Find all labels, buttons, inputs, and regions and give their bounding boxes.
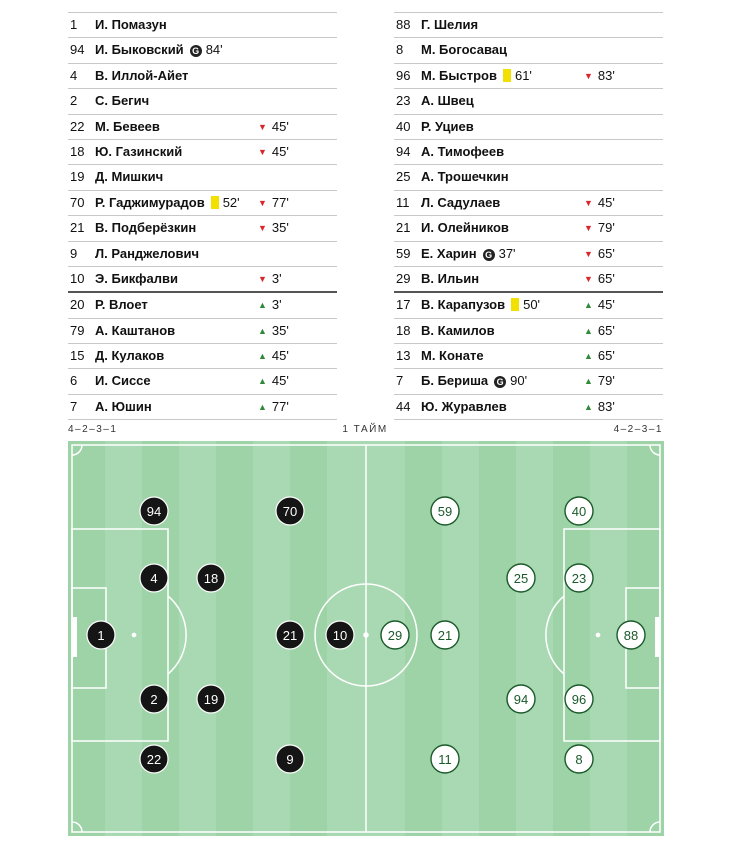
- marker-number: 19: [203, 692, 219, 707]
- goal-minute: 90': [510, 373, 528, 389]
- roster-row: [68, 38, 337, 63]
- substitution: [258, 216, 289, 240]
- home-roster: [68, 12, 337, 420]
- home-player-marker: [276, 745, 304, 773]
- player-number: 10: [70, 270, 85, 286]
- player-number: 70: [70, 194, 85, 210]
- roster-row: [394, 64, 663, 89]
- player-name: Ю. Журавлев: [421, 398, 507, 414]
- home-player-marker: [140, 745, 168, 773]
- sub-minute: 45': [271, 348, 289, 364]
- player-number: 8: [396, 42, 404, 58]
- away-player-marker: [565, 745, 593, 773]
- marker-number: 94: [513, 692, 529, 707]
- roster-row: [68, 165, 337, 190]
- goal-minute: 84': [205, 42, 223, 58]
- player-name: Р. Влоет: [95, 297, 148, 313]
- roster-row: [68, 64, 337, 89]
- roster-row: [68, 89, 337, 114]
- yellow-card-icon: [211, 196, 219, 209]
- yellow-card-icon: [511, 298, 519, 311]
- sub-out-icon: ▼: [584, 70, 593, 81]
- player-name: Э. Бикфалви: [95, 270, 178, 286]
- marker-number: 25: [513, 571, 529, 586]
- player-name-cell: [421, 115, 474, 139]
- roster-row: [394, 191, 663, 216]
- substitution: [258, 395, 289, 419]
- goal-icon: G: [190, 45, 202, 57]
- roster-row: [68, 293, 337, 318]
- home-player-marker: [197, 564, 225, 592]
- player-name-cell: [95, 267, 178, 291]
- player-name-cell: [95, 344, 164, 368]
- goal-event: [190, 38, 223, 62]
- yellow-card-icon: [503, 69, 511, 82]
- player-name: М. Быстров: [421, 67, 497, 83]
- roster-row: [68, 115, 337, 140]
- sub-out-icon: ▼: [258, 273, 267, 284]
- marker-number: 59: [437, 504, 453, 519]
- home-player-marker: [140, 497, 168, 525]
- player-name: М. Конате: [421, 348, 484, 364]
- player-name: Р. Гаджимурадов: [95, 194, 205, 210]
- player-name-cell: [95, 242, 199, 266]
- player-number: 22: [70, 118, 85, 134]
- sub-out-icon: ▼: [584, 223, 593, 234]
- player-name: А. Трошечкин: [421, 169, 509, 185]
- player-name: Д. Кулаков: [95, 348, 165, 364]
- player-name-cell: [421, 319, 495, 343]
- roster-row: [68, 242, 337, 267]
- goal-icon: G: [483, 249, 495, 261]
- marker-number: 11: [438, 752, 452, 767]
- sub-minute: 45': [271, 143, 289, 159]
- roster-row: [394, 369, 663, 394]
- home-player-marker: [87, 621, 115, 649]
- away-player-marker: [431, 497, 459, 525]
- sub-minute: 65': [597, 270, 615, 286]
- sub-minute: 83': [597, 67, 615, 83]
- player-name-cell: [95, 293, 148, 317]
- marker-number: 2: [150, 692, 158, 707]
- roster-row: [68, 395, 337, 420]
- substitution: [258, 344, 289, 368]
- player-name: И. Олейников: [421, 220, 509, 236]
- sub-minute: 83': [597, 398, 615, 414]
- player-number: 7: [70, 398, 78, 414]
- home-player-marker: [197, 685, 225, 713]
- roster-row: [68, 140, 337, 165]
- player-name-cell: [421, 344, 484, 368]
- player-number: 4: [70, 67, 78, 83]
- marker-number: 40: [571, 504, 587, 519]
- player-name: Б. Бериша: [421, 373, 489, 389]
- player-name-cell: [421, 216, 509, 240]
- roster-row: [68, 267, 337, 293]
- substitution: [258, 369, 289, 393]
- sub-minute: 77': [271, 194, 289, 210]
- away-player-marker: [381, 621, 409, 649]
- home-player-marker: [140, 564, 168, 592]
- player-number: 94: [70, 42, 85, 58]
- roster-row: [394, 344, 663, 369]
- marker-number: 4: [150, 571, 158, 586]
- home-formation: 4–2–3–1: [68, 424, 118, 435]
- sub-minute: 45': [597, 297, 615, 313]
- sub-minute: 35': [271, 220, 289, 236]
- roster-row: [394, 395, 663, 420]
- player-name-cell: [95, 395, 152, 419]
- marker-number: 94: [146, 504, 162, 519]
- player-number: 29: [396, 270, 411, 286]
- player-name: С. Бегич: [95, 93, 150, 109]
- player-name: В. Ильин: [421, 270, 480, 286]
- player-name-cell: [421, 140, 504, 164]
- player-number: 20: [70, 297, 85, 313]
- marker-number: 1: [97, 628, 105, 643]
- sub-out-icon: ▼: [258, 146, 267, 157]
- sub-in-icon: ▲: [258, 351, 267, 362]
- player-number: 18: [396, 322, 411, 338]
- substitution: [584, 242, 615, 266]
- player-name-cell: [95, 319, 175, 343]
- player-name: Е. Харин: [421, 245, 477, 261]
- player-name: В. Иллой-Айет: [95, 67, 189, 83]
- substitution: [584, 344, 615, 368]
- player-name-cell: [95, 38, 223, 62]
- player-name: В. Карапузов: [421, 297, 506, 313]
- marker-number: 70: [282, 504, 298, 519]
- roster-row: [394, 242, 663, 267]
- roster-row: [68, 344, 337, 369]
- roster-row: [68, 319, 337, 344]
- player-name-cell: [95, 165, 163, 189]
- goal-event: [494, 369, 527, 393]
- player-name-cell: [421, 293, 540, 317]
- roster-row: [394, 293, 663, 318]
- player-number: 25: [396, 169, 411, 185]
- marker-number: 21: [282, 628, 298, 643]
- away-player-marker: [507, 685, 535, 713]
- marker-number: 88: [623, 628, 639, 643]
- player-name-cell: [421, 267, 479, 291]
- away-player-marker: [431, 621, 459, 649]
- sub-minute: 3': [271, 297, 282, 313]
- sub-minute: 65': [597, 245, 615, 261]
- player-name-cell: [421, 38, 507, 62]
- player-number: 94: [396, 143, 411, 159]
- substitution: [258, 267, 282, 291]
- sub-out-icon: ▼: [584, 197, 593, 208]
- player-name: Ю. Газинский: [95, 143, 183, 159]
- sub-out-icon: ▼: [584, 248, 593, 259]
- roster-row: [394, 267, 663, 293]
- away-player-marker: [565, 564, 593, 592]
- roster-row: [394, 216, 663, 241]
- player-name-cell: [95, 115, 160, 139]
- player-name: Д. Мишкич: [95, 169, 164, 185]
- sub-minute: 45': [597, 194, 615, 210]
- marker-number: 21: [437, 628, 453, 643]
- player-name-cell: [95, 191, 240, 215]
- player-name: Л. Садулаев: [421, 194, 501, 210]
- player-name-cell: [95, 369, 151, 393]
- sub-in-icon: ▲: [258, 376, 267, 387]
- marker-number: 8: [575, 752, 583, 767]
- goal-minute: 37': [498, 245, 516, 261]
- sub-minute: 3': [271, 270, 282, 286]
- player-name: М. Богосавац: [421, 42, 508, 58]
- sub-minute: 79': [597, 373, 615, 389]
- player-number: 9: [70, 245, 78, 261]
- player-number: 23: [396, 93, 411, 109]
- sub-out-icon: ▼: [258, 121, 267, 132]
- player-name: И. Быковский: [95, 42, 184, 58]
- player-name-cell: [421, 13, 478, 37]
- card-event: [211, 191, 240, 215]
- marker-number: 9: [286, 752, 294, 767]
- substitution: [258, 191, 289, 215]
- player-name: Р. Уциев: [421, 118, 474, 134]
- player-number: 19: [70, 169, 85, 185]
- sub-in-icon: ▲: [258, 300, 267, 311]
- player-name-cell: [421, 64, 532, 88]
- substitution: [258, 293, 282, 317]
- substitution: [584, 267, 615, 291]
- player-name-cell: [95, 140, 182, 164]
- sub-in-icon: ▲: [584, 300, 593, 311]
- player-name-cell: [95, 216, 196, 240]
- sub-in-icon: ▲: [584, 401, 593, 412]
- substitution: [584, 395, 615, 419]
- pitch: [68, 441, 664, 836]
- roster-row: [394, 12, 663, 38]
- player-number: 11: [396, 194, 410, 210]
- away-player-marker: [431, 745, 459, 773]
- sub-minute: 35': [271, 322, 289, 338]
- marker-number: 22: [146, 752, 162, 767]
- player-number: 18: [70, 143, 85, 159]
- card-event: [511, 293, 540, 317]
- player-number: 79: [70, 322, 85, 338]
- player-number: 59: [396, 245, 411, 261]
- sub-minute: 65': [597, 348, 615, 364]
- away-player-marker: [617, 621, 645, 649]
- marker-number: 18: [203, 571, 219, 586]
- sub-minute: 77': [271, 398, 289, 414]
- away-formation: 4–2–3–1: [613, 424, 663, 435]
- marker-number: 23: [571, 571, 587, 586]
- player-name: В. Камилов: [421, 322, 495, 338]
- player-number: 6: [70, 373, 78, 389]
- player-name-cell: [421, 369, 527, 393]
- player-name-cell: [421, 165, 509, 189]
- period-label: 1 ТАЙМ: [342, 424, 388, 435]
- player-name: И. Сиссе: [95, 373, 151, 389]
- player-name: М. Бевеев: [95, 118, 160, 134]
- home-player-marker: [276, 621, 304, 649]
- player-number: 7: [396, 373, 404, 389]
- substitution: [584, 216, 615, 240]
- player-name: И. Помазун: [95, 17, 167, 32]
- roster-row: [68, 369, 337, 394]
- goal-icon: G: [494, 376, 506, 388]
- substitution: [584, 293, 615, 317]
- sub-out-icon: ▼: [258, 223, 267, 234]
- sub-minute: 65': [597, 322, 615, 338]
- roster-row: [68, 12, 337, 38]
- home-player-marker: [276, 497, 304, 525]
- player-number: 2: [70, 93, 78, 109]
- player-number: 21: [396, 220, 411, 236]
- player-number: 13: [396, 348, 411, 364]
- player-name: А. Каштанов: [95, 322, 176, 338]
- roster-row: [68, 191, 337, 216]
- away-roster: [394, 12, 663, 420]
- substitution: [258, 115, 289, 139]
- player-number: 15: [70, 348, 85, 364]
- substitution: [584, 319, 615, 343]
- player-number: 40: [396, 118, 411, 134]
- home-player-marker: [140, 685, 168, 713]
- player-name-cell: [421, 191, 500, 215]
- sub-in-icon: ▲: [258, 401, 267, 412]
- player-name-cell: [421, 89, 474, 113]
- player-name-cell: [421, 242, 516, 266]
- card-minute: 61': [514, 67, 532, 83]
- sub-in-icon: ▲: [584, 325, 593, 336]
- sub-minute: 45': [271, 373, 289, 389]
- away-player-marker: [565, 685, 593, 713]
- player-name: А. Тимофеев: [421, 143, 505, 159]
- player-name-cell: [421, 395, 507, 419]
- sub-in-icon: ▲: [258, 325, 267, 336]
- player-name-cell: [95, 89, 149, 113]
- card-minute: 50': [523, 297, 541, 313]
- player-number: 21: [70, 220, 85, 236]
- player-name-cell: [95, 64, 188, 88]
- roster-row: [68, 216, 337, 241]
- marker-number: 10: [332, 628, 348, 643]
- substitution: [258, 140, 289, 164]
- roster-row: [394, 38, 663, 63]
- sub-in-icon: ▲: [584, 351, 593, 362]
- roster-row: [394, 165, 663, 190]
- sub-out-icon: ▼: [584, 273, 593, 284]
- player-number: 44: [396, 398, 411, 414]
- roster-row: [394, 140, 663, 165]
- sub-minute: 79': [597, 220, 615, 236]
- sub-minute: 45': [271, 118, 289, 134]
- card-minute: 52': [222, 194, 240, 210]
- player-number: 88: [396, 17, 411, 32]
- marker-number: 96: [571, 692, 587, 707]
- substitution: [584, 369, 615, 393]
- home-player-marker: [326, 621, 354, 649]
- roster-row: [394, 89, 663, 114]
- marker-number: 29: [387, 628, 403, 643]
- substitution: [584, 64, 615, 88]
- player-name: А. Юшин: [95, 398, 152, 414]
- substitution: [584, 191, 615, 215]
- player-name: Л. Ранджелович: [95, 245, 200, 261]
- card-event: [503, 64, 532, 88]
- sub-out-icon: ▼: [258, 197, 267, 208]
- player-name: Г. Шелия: [421, 17, 479, 32]
- player-number: 17: [396, 297, 411, 313]
- player-name: В. Подберёзкин: [95, 220, 197, 236]
- player-name: А. Швец: [421, 93, 474, 109]
- player-number: 96: [396, 67, 411, 83]
- player-number: 1: [70, 17, 78, 32]
- substitution: [258, 319, 289, 343]
- player-name-cell: [95, 13, 167, 37]
- roster-row: [394, 319, 663, 344]
- goal-event: [483, 242, 516, 266]
- away-player-marker: [565, 497, 593, 525]
- away-player-marker: [507, 564, 535, 592]
- roster-row: [394, 115, 663, 140]
- sub-in-icon: ▲: [584, 376, 593, 387]
